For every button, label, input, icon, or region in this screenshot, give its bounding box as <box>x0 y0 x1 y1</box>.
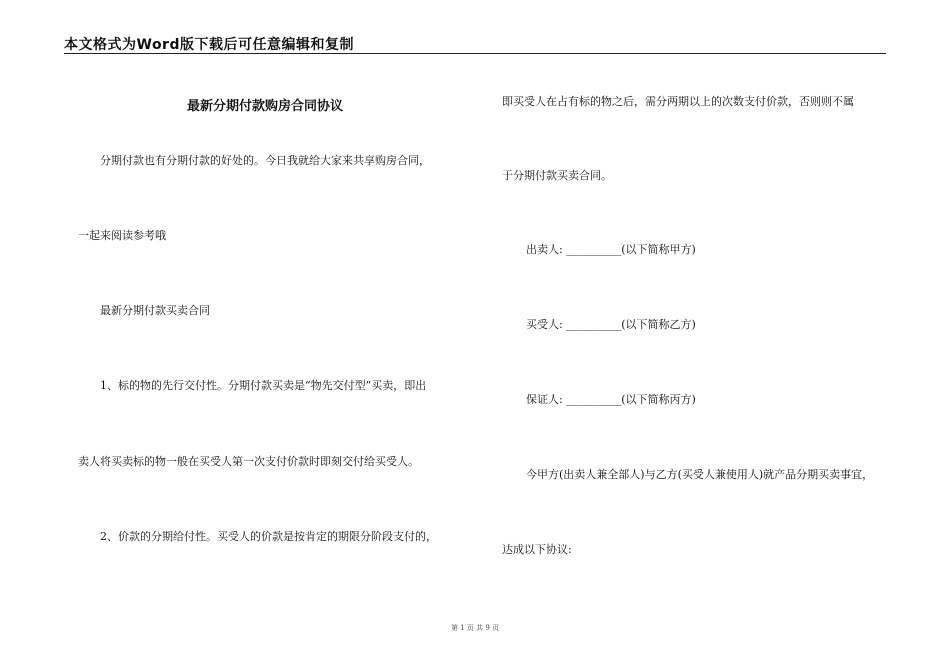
paragraph-line: 达成以下协议: <box>502 543 572 556</box>
header-title: 本文格式为Word版下载后可任意编辑和复制 <box>64 37 354 53</box>
header-divider <box>64 53 886 54</box>
party-buyer-line: 买受人: __________(以下简称乙方) <box>526 318 696 331</box>
party-seller-line: 出卖人: __________(以下简称甲方) <box>526 243 696 256</box>
paragraph-line: 一起来阅读参考哦 <box>78 229 166 242</box>
paragraph-line: 2、价款的分期给付性。买受人的价款是按肯定的期限分阶段支付的， <box>100 530 437 543</box>
paragraph-line: 即买受人在占有标的物之后，需分两期以上的次数支付价款，否则则不属 <box>502 95 854 108</box>
paragraph-line: 于分期付款买卖合同。 <box>502 169 612 182</box>
party-guarantor-line: 保证人: __________(以下简称丙方) <box>526 393 696 406</box>
section-heading: 最新分期付款买卖合同 <box>100 304 210 317</box>
paragraph-line: 1、标的物的先行交付性。分期付款买卖是“物先交付型”买卖，即出 <box>100 379 427 392</box>
paragraph-line: 分期付款也有分期付款的好处的。今日我就给大家来共享购房合同， <box>100 154 430 167</box>
document-title: 最新分期付款购房合同协议 <box>186 99 343 114</box>
paragraph-line: 今甲方(出卖人兼全部人)与乙方(买受人兼使用人)就产品分期买卖事宜， <box>526 468 874 481</box>
paragraph-line: 卖人将买卖标的物一般在买受人第一次支付价款时即刻交付给买受人。 <box>78 455 419 468</box>
page-number: 第 1 页 共 9 页 <box>450 624 500 632</box>
